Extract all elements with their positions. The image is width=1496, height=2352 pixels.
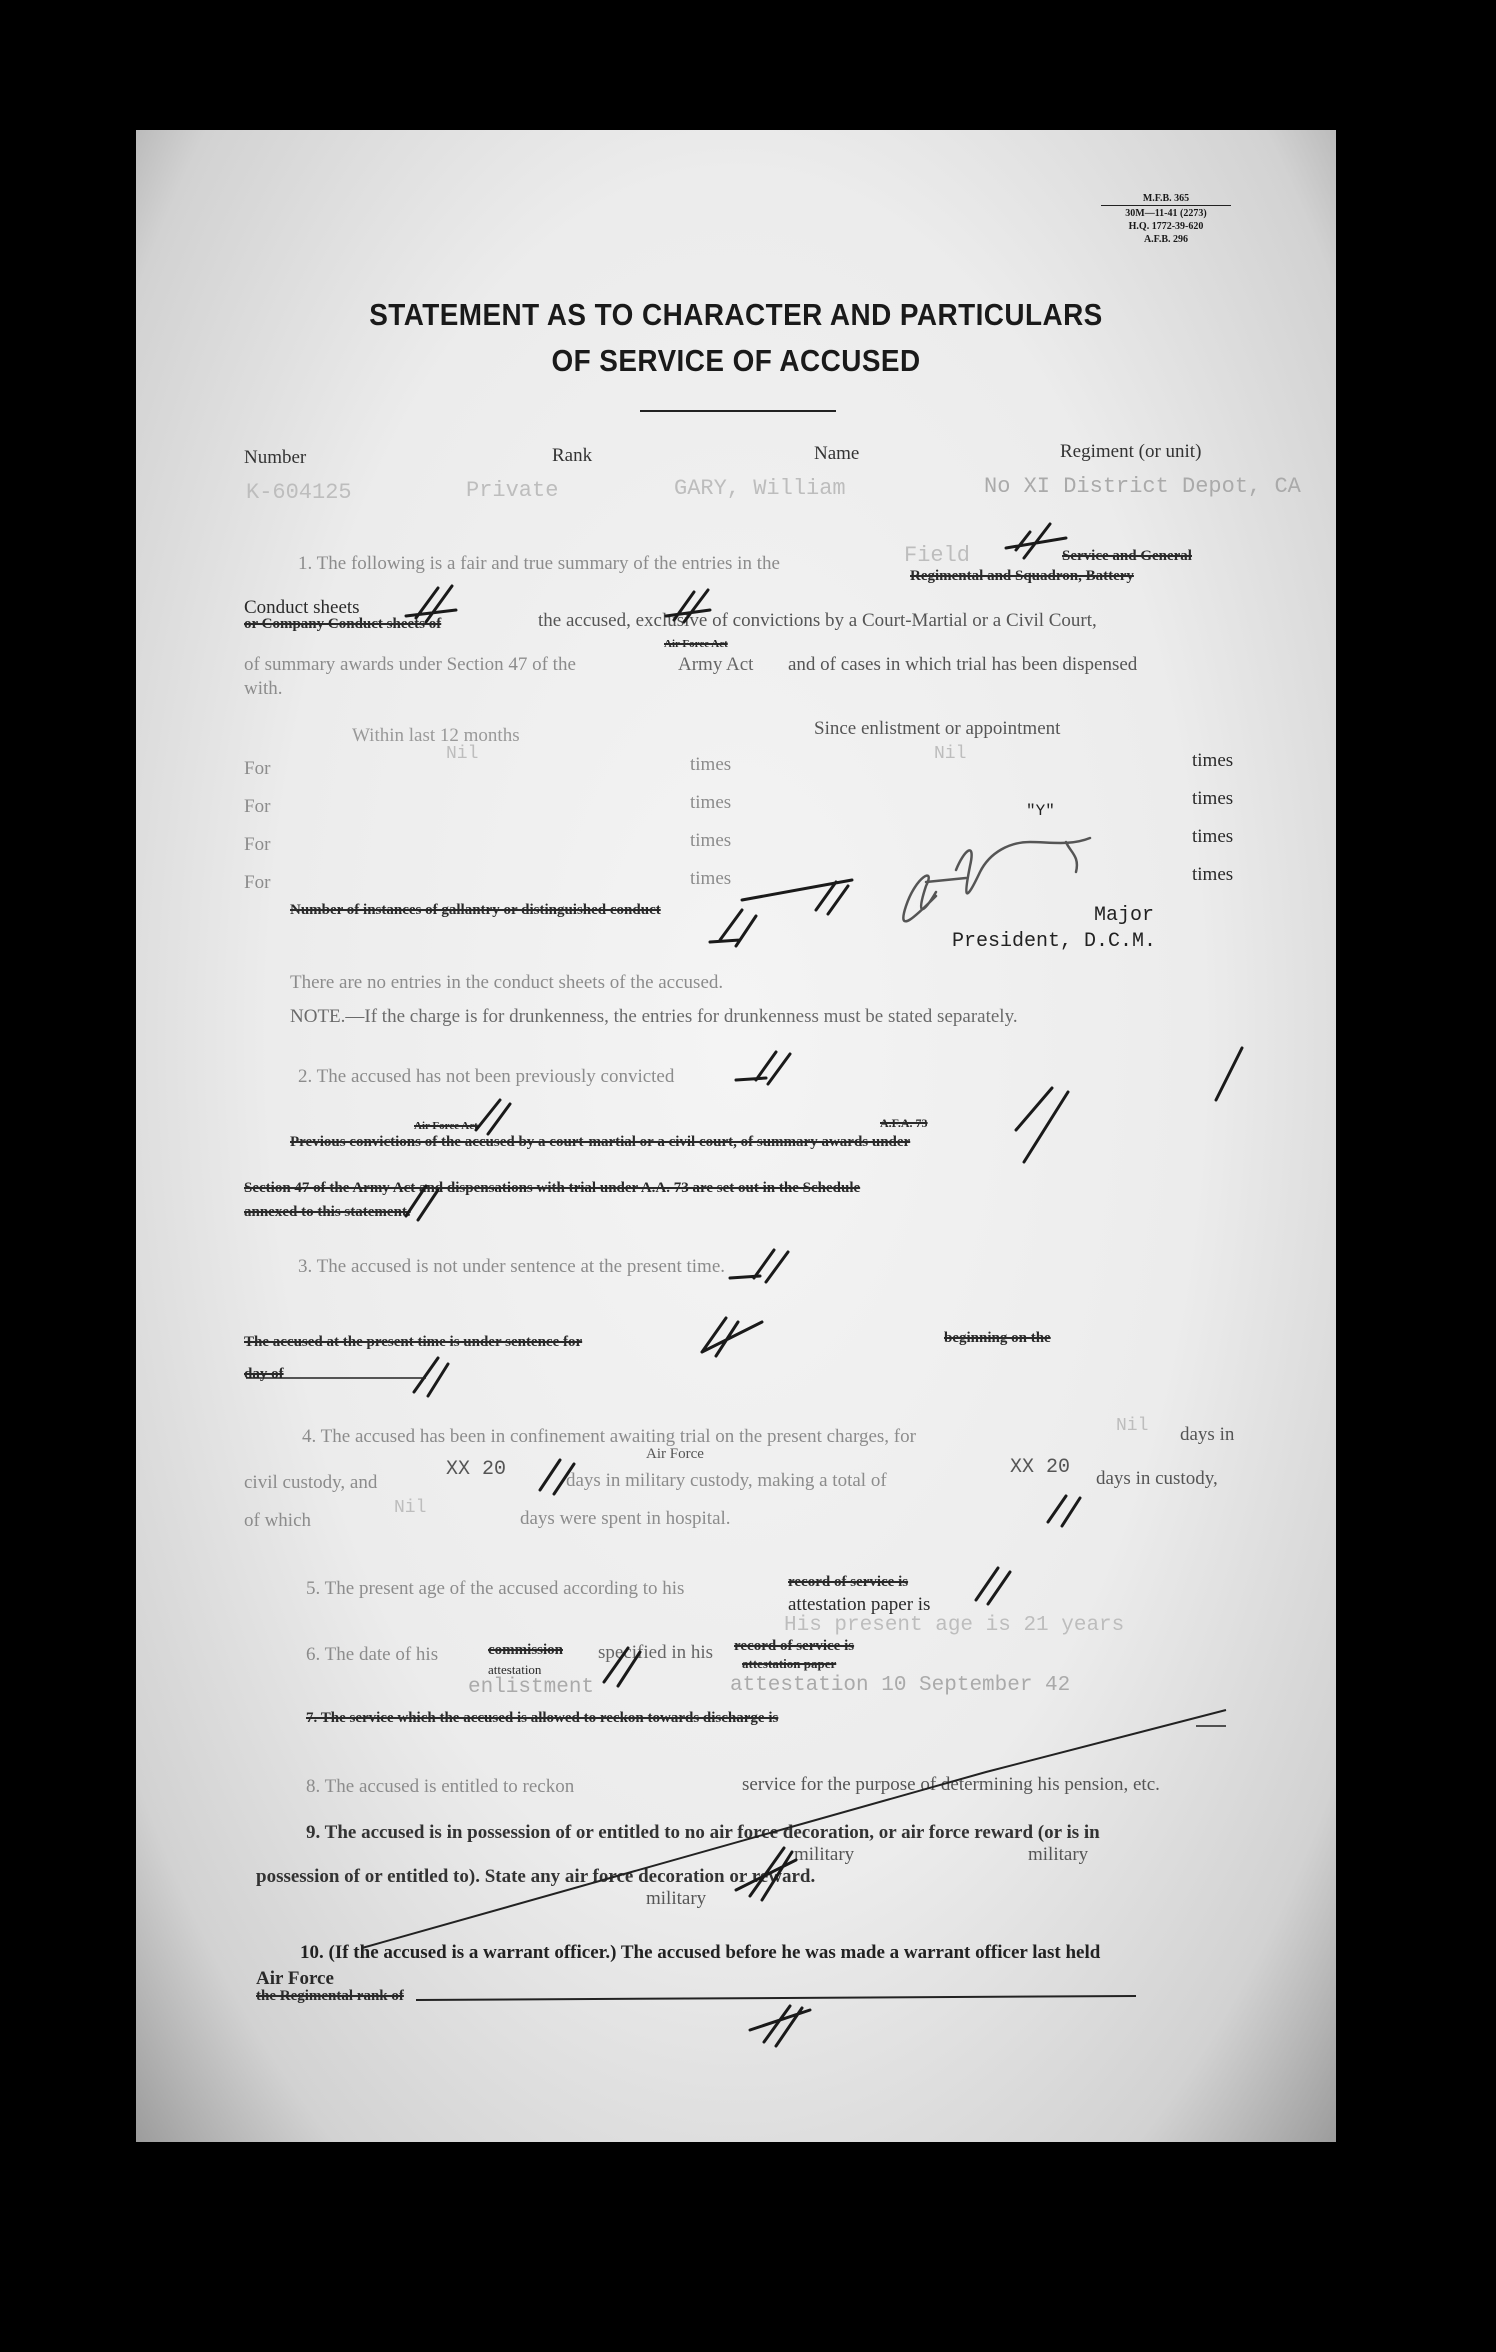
para8-text-b: service for the purpose of determining his pension, etc. xyxy=(742,1774,1160,1795)
para4-air-force: Air Force xyxy=(646,1446,704,1462)
para2-struck-aa: A.F.A. 73 xyxy=(880,1116,928,1130)
times-label-3b: times xyxy=(1192,826,1234,847)
para1-note: NOTE.—If the charge is for drunkenness, the entries for drunkenness must be stated separately. xyxy=(290,1006,1018,1027)
para6-insert-paper: attestation paper xyxy=(742,1656,837,1671)
para1-struck-company: or Company Conduct sheets of xyxy=(244,616,442,632)
for-label-2: For xyxy=(244,796,271,817)
para1-conduct-sheets: Conduct sheets xyxy=(244,597,360,618)
para2-struck-b: Section 47 of the Army Act and dispensations with trial under A.A. 73 are set out in the Schedule xyxy=(244,1180,861,1196)
para3-struck-b: beginning on the xyxy=(944,1330,1051,1346)
para6-text-b: specified in his xyxy=(598,1642,714,1663)
times-label-4: times xyxy=(690,868,732,889)
para1-struck-gallantry: Number of instances of gallantry or distinguished conduct xyxy=(290,902,661,918)
within-12-months-label: Within last 12 months xyxy=(352,725,520,746)
para1-text-e: with. xyxy=(244,678,283,699)
title-line2: OF SERVICE OF ACCUSED xyxy=(551,343,921,378)
para2-struck-c: annexed to this statement. xyxy=(244,1204,411,1220)
form-number-line2: 30M—11-41 (2273) xyxy=(1125,208,1207,219)
document-title xyxy=(196,292,1276,384)
regiment-label: Regiment (or unit) xyxy=(1060,441,1202,462)
name-label: Name xyxy=(814,443,860,464)
para1-no-entries: There are no entries in the conduct sheets of the accused. xyxy=(290,972,724,993)
para4-text-c: civil custody, and xyxy=(244,1472,378,1493)
para7-struck: 7. The service which the accused is allowed to reckon towards discharge is xyxy=(306,1710,779,1726)
para6-insert-attestation: attestation xyxy=(488,1662,542,1677)
para8-text-a: 8. The accused is entitled to reckon xyxy=(306,1776,575,1797)
times-label-3: times xyxy=(690,830,732,851)
para4-text-d: days in military custody, making a total of xyxy=(566,1470,887,1491)
para4-civil-days: Nil xyxy=(1116,1416,1149,1436)
form-number-line3: H.Q. 1772-39-620 xyxy=(1128,221,1204,232)
para1-typed-field: Field xyxy=(904,543,971,568)
para4-text-b: days in xyxy=(1180,1424,1235,1445)
times-label-4b: times xyxy=(1192,864,1234,885)
para5-struck: record of service is xyxy=(788,1574,909,1590)
para4-text-f: of which xyxy=(244,1510,312,1531)
times-label-1b: times xyxy=(1192,750,1234,771)
for-label-4: For xyxy=(244,872,271,893)
for-label-1: For xyxy=(244,758,271,779)
para1-text-b: the accused, exclusive of convictions by a Court-Martial or a Civil Court, xyxy=(538,610,1097,631)
name-value: GARY, William xyxy=(674,476,846,501)
para9-military-1: military xyxy=(794,1844,855,1865)
rank-label: Rank xyxy=(552,445,593,466)
document-page xyxy=(136,130,1336,2142)
para10-struck: the Regimental rank of xyxy=(256,1988,404,2004)
within-value: Nil xyxy=(446,744,479,764)
para1-text-c: of summary awards under Section 47 of the xyxy=(244,654,576,675)
para4-hospital-days: Nil xyxy=(394,1498,427,1518)
para10-text: 10. (If the accused is a warrant officer.) The accused before he was made a warrant officer last held xyxy=(300,1942,1101,1963)
rank-value: Private xyxy=(466,478,559,503)
signature-mark: "Y" xyxy=(1026,802,1055,820)
para4-text-g: days were spent in hospital. xyxy=(520,1508,731,1529)
times-label-1: times xyxy=(690,754,732,775)
signature-title: Major xyxy=(1094,904,1155,927)
signature-role: President, D.C.M. xyxy=(952,930,1157,953)
title-line1: STATEMENT AS TO CHARACTER AND PARTICULARS xyxy=(369,297,1103,332)
para3-struck-c: day of xyxy=(244,1366,284,1382)
para3-struck-a: The accused at the present time is under sentence for xyxy=(244,1334,583,1350)
para6-typed-b: attestation 10 September 42 xyxy=(730,1674,1071,1697)
para4-military-days: XX 20 xyxy=(446,1458,507,1481)
times-label-2: times xyxy=(690,792,732,813)
para2-text: 2. The accused has not been previously convicted xyxy=(298,1066,675,1087)
form-number-line4: A.F.B. 296 xyxy=(1143,234,1189,245)
form-number-line1: M.F.B. 365 xyxy=(1101,192,1231,206)
para1-struck-service: Service and General xyxy=(1062,548,1192,564)
since-value: Nil xyxy=(934,744,967,764)
para3-text: 3. The accused is not under sentence at the present time. xyxy=(298,1256,725,1277)
para10-air-force: Air Force xyxy=(256,1968,334,1989)
para1-text-d: and of cases in which trial has been dispensed xyxy=(788,654,1138,675)
para6-struck-commission: commission xyxy=(488,1642,563,1658)
para1-struck-air-force-act: Air Force Act xyxy=(664,638,728,650)
para2-struck-a: Previous convictions of the accused by a court-martial or a civil court, of summary awards under xyxy=(290,1134,911,1150)
para5-typed: His present age is 21 years xyxy=(784,1614,1125,1637)
form-number xyxy=(1101,192,1231,246)
para9-military-3: military xyxy=(646,1888,707,1909)
for-label-3: For xyxy=(244,834,271,855)
number-value: K-604125 xyxy=(246,480,352,505)
since-enlistment-label: Since enlistment or appointment xyxy=(814,718,1061,739)
regiment-value: No XI District Depot, CA xyxy=(984,474,1301,499)
para4-text-a: 4. The accused has been in confinement awaiting trial on the present charges, for xyxy=(302,1426,916,1447)
para1-text-a: 1. The following is a fair and true summary of the entries in the xyxy=(298,553,780,574)
para5-insert: attestation paper is xyxy=(788,1594,931,1615)
para9-text-b: possession of or entitled to). State any air force decoration or reward. xyxy=(256,1866,816,1887)
para4-text-e: days in custody, xyxy=(1096,1468,1218,1489)
para6-text-a: 6. The date of his xyxy=(306,1644,439,1665)
para6-typed-a: enlistment xyxy=(468,1676,595,1699)
number-label: Number xyxy=(244,447,307,468)
para4-total-days: XX 20 xyxy=(1010,1456,1071,1479)
para6-struck-record: record of service is xyxy=(734,1638,855,1654)
para9-military-2: military xyxy=(1028,1844,1089,1865)
para9-text-a: 9. The accused is in possession of or entitled to no air force decoration, or air force reward (or is in xyxy=(306,1822,1100,1843)
para1-struck-regimental: Regimental and Squadron, Battery xyxy=(910,568,1134,584)
title-divider xyxy=(640,410,836,412)
para5-text: 5. The present age of the accused according to his xyxy=(306,1578,685,1599)
para1-army-act: Army Act xyxy=(678,654,754,675)
times-label-2b: times xyxy=(1192,788,1234,809)
para2-struck-air-force-act: Air Force Act xyxy=(414,1120,478,1132)
